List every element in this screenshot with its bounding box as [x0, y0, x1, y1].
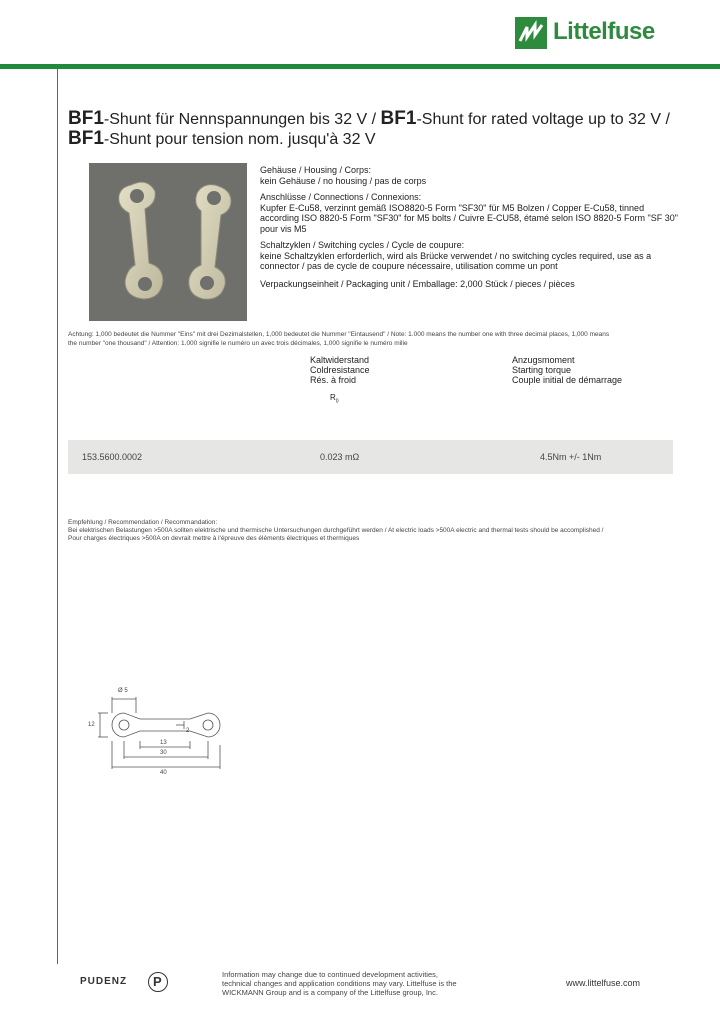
resistance-header-de: Kaltwiderstand	[310, 355, 370, 365]
pudenz-brand: PUDENZ	[80, 976, 128, 987]
footer-line-2: technical changes and application conditions may vary. Littelfuse is the	[222, 979, 457, 988]
part-number: 153.5600.0002	[82, 452, 143, 462]
resistance-symbol-letter: R	[330, 393, 336, 402]
header-bar	[0, 64, 720, 69]
housing-value: kein Gehäuse / no housing / pas de corps	[260, 175, 427, 186]
title-text-fr: -Shunt pour tension nom. jusqu'à 32 V	[103, 131, 376, 148]
dim-13: 13	[160, 740, 167, 746]
littelfuse-logo-mark	[515, 17, 547, 49]
resistance-header	[310, 355, 370, 385]
connections-value: Kupfer E-Cu58, verzinnt gemäß ISO8820-5 Form "SF30" für M5 Bolzen / Copper E-Cu58, tinned according ISO 8820-5 Form "SF30" for M5 bolts / Cuivre E-CU58, étamé selon ISO 8820-5 Form "SF 30" pour vis M5	[260, 202, 678, 234]
product-photo	[89, 163, 247, 321]
title-code: BF1	[68, 108, 104, 129]
decimal-note-line-1: Achtung: 1,000 bedeutet die Nummer "Eins" mit drei Dezimalstellen, 1,000 bedeutet die Nummer "Eintausend" / Note: 1.000 means the number one with three decimal places, 1,000 means	[68, 331, 610, 338]
dim-30: 30	[160, 750, 167, 756]
logo-glyph-icon	[515, 17, 547, 49]
cycles-section	[260, 240, 680, 272]
resistance-header-en: Coldresistance	[310, 365, 370, 375]
connections-label: Anschlüsse / Connections / Connexions:	[260, 192, 422, 202]
recommendation-text-2: Pour charges électriques >500A on devrait mettre à l'épreuve des éléments électriques et thermiques	[68, 535, 360, 542]
dim-hole: Ø 5	[118, 688, 128, 694]
title-text-de: -Shunt für Nennspannungen bis 32 V /	[103, 111, 377, 128]
title-code: BF1	[380, 108, 417, 129]
cycles-value: keine Schaltzyklen erforderlich, wird als Brücke verwendet / no switching cycles required, use as a connector / pas de cycle de coupure nécessaire, utilisation comme un pont	[260, 250, 652, 271]
footer-line-3: WICKMANN Group and is a company of the Littelfuse group, Inc.	[222, 988, 438, 997]
technical-drawing	[80, 685, 240, 785]
torque-header-en: Starting torque	[512, 365, 572, 375]
torque-header	[512, 355, 622, 385]
title-text-en: -Shunt for rated voltage up to 32 V /	[416, 111, 670, 128]
torque-header-fr: Couple initial de démarrage	[512, 375, 623, 385]
recommendation-label: Empfehlung / Recommendation / Recommandation:	[68, 519, 218, 526]
dim-thickness: 2	[186, 728, 190, 734]
torque-header-de: Anzugsmoment	[512, 355, 575, 365]
recommendation-text-1: Bei elektrischen Belastungen >500A sollten elektrische und thermische Untersuchungen durchgeführt werden / At electric loads >500A electric and thermal tests should be accomplished /	[68, 527, 604, 534]
resistance-symbol-sub: 0	[335, 398, 339, 405]
packaging-unit: Verpackungseinheit / Packaging unit / Emballage: 2,000 Stück / pieces / pièces	[260, 279, 575, 289]
cycles-label: Schaltzyklen / Switching cycles / Cycle de coupure:	[260, 240, 465, 250]
title-line-2	[68, 128, 376, 150]
footer-disclaimer	[222, 970, 482, 997]
brand-name[interactable]: Littelfuse	[553, 18, 655, 45]
housing-label: Gehäuse / Housing / Corps:	[260, 165, 372, 175]
torque-value: 4.5Nm +/- 1Nm	[540, 452, 602, 462]
shunt-photo-icon	[89, 163, 247, 321]
connections-section	[260, 192, 680, 234]
resistance-value: 0.023 mΩ	[320, 452, 360, 462]
title-line-1	[68, 108, 670, 130]
resistance-header-fr: Rés. à froid	[310, 375, 357, 385]
dim-height: 12	[88, 722, 95, 728]
footer-url[interactable]: www.littelfuse.com	[566, 978, 641, 988]
decimal-note-line-2: the number "one thousand" / Attention: 1.000 signifie le numéro un avec trois décimales, 1,000 signifie le numéro mille	[68, 340, 408, 347]
left-rule	[57, 69, 58, 964]
title-code: BF1	[68, 128, 104, 149]
housing-section	[260, 165, 680, 186]
resistance-symbol	[330, 393, 339, 407]
pudenz-logo-icon: P	[148, 972, 168, 992]
footer-line-1: Information may change due to continued development activities,	[222, 970, 438, 979]
dim-40: 40	[160, 770, 167, 776]
